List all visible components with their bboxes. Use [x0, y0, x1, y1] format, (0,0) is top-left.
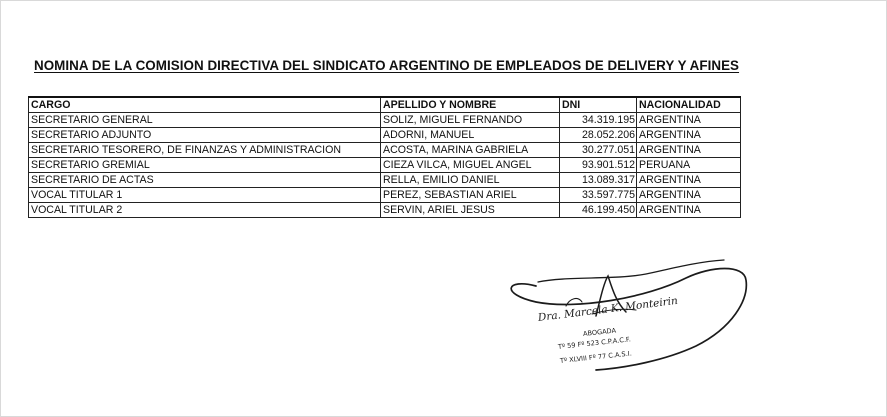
cell-nacionalidad: ARGENTINA: [637, 203, 741, 218]
cell-nacionalidad: ARGENTINA: [637, 143, 741, 158]
cell-cargo: VOCAL TITULAR 2: [29, 203, 381, 218]
cell-nombre: SERVIN, ARIEL JESUS: [381, 203, 560, 218]
header-nacionalidad: NACIONALIDAD: [637, 97, 741, 113]
commission-table: [28, 96, 741, 218]
document-title: NOMINA DE LA COMISION DIRECTIVA DEL SINDICATO ARGENTINO DE EMPLEADOS DE DELIVERY Y AFINES: [34, 58, 740, 73]
table-row: [29, 143, 741, 158]
cell-cargo: SECRETARIO TESORERO, DE FINANZAS Y ADMINISTRACION: [29, 143, 381, 158]
stamp-registration-1: Tº 59 Fº 523 C.P.A.C.F.: [557, 335, 632, 351]
cell-dni: 34.319.195: [560, 113, 637, 128]
table-row: [29, 203, 741, 218]
cell-dni: 93.901.512: [560, 158, 637, 173]
stamp-name: Dra. Marcela K. Monteirin: [537, 294, 679, 324]
cell-cargo: SECRETARIO ADJUNTO: [29, 128, 381, 143]
header-apellido-y-nombre: APELLIDO Y NOMBRE: [381, 97, 560, 113]
table-row: [29, 113, 741, 128]
cell-dni: 28.052.206: [560, 128, 637, 143]
stamp-registration-2: Tº XLVIII Fº 77 C.A.S.I.: [559, 349, 633, 365]
cell-dni: 13.089.317: [560, 173, 637, 188]
cell-nombre: ACOSTA, MARINA GABRIELA: [381, 143, 560, 158]
cell-nacionalidad: PERUANA: [637, 158, 741, 173]
cell-cargo: SECRETARIO GREMIAL: [29, 158, 381, 173]
table-row: [29, 128, 741, 143]
table-row: [29, 158, 741, 173]
handwritten-signature: [496, 258, 756, 388]
table-row: [29, 188, 741, 203]
cell-nacionalidad: ARGENTINA: [637, 173, 741, 188]
table-header-row: [29, 97, 741, 113]
cell-nombre: CIEZA VILCA, MIGUEL ANGEL: [381, 158, 560, 173]
cell-nombre: PEREZ, SEBASTIAN ARIEL: [381, 188, 560, 203]
table-row: [29, 173, 741, 188]
cell-nombre: SOLIZ, MIGUEL FERNANDO: [381, 113, 560, 128]
cell-dni: 33.597.775: [560, 188, 637, 203]
header-dni: DNI: [560, 97, 637, 113]
cell-nombre: RELLA, EMILIO DANIEL: [381, 173, 560, 188]
cell-nacionalidad: ARGENTINA: [637, 128, 741, 143]
cell-cargo: SECRETARIO DE ACTAS: [29, 173, 381, 188]
cell-cargo: VOCAL TITULAR 1: [29, 188, 381, 203]
cell-cargo: SECRETARIO GENERAL: [29, 113, 381, 128]
cell-dni: 46.199.450: [560, 203, 637, 218]
cell-dni: 30.277.051: [560, 143, 637, 158]
cell-nacionalidad: ARGENTINA: [637, 113, 741, 128]
cell-nombre: ADORNI, MANUEL: [381, 128, 560, 143]
cell-nacionalidad: ARGENTINA: [637, 188, 741, 203]
header-cargo: CARGO: [29, 97, 381, 113]
stamp-role: ABOGADA: [582, 326, 617, 338]
